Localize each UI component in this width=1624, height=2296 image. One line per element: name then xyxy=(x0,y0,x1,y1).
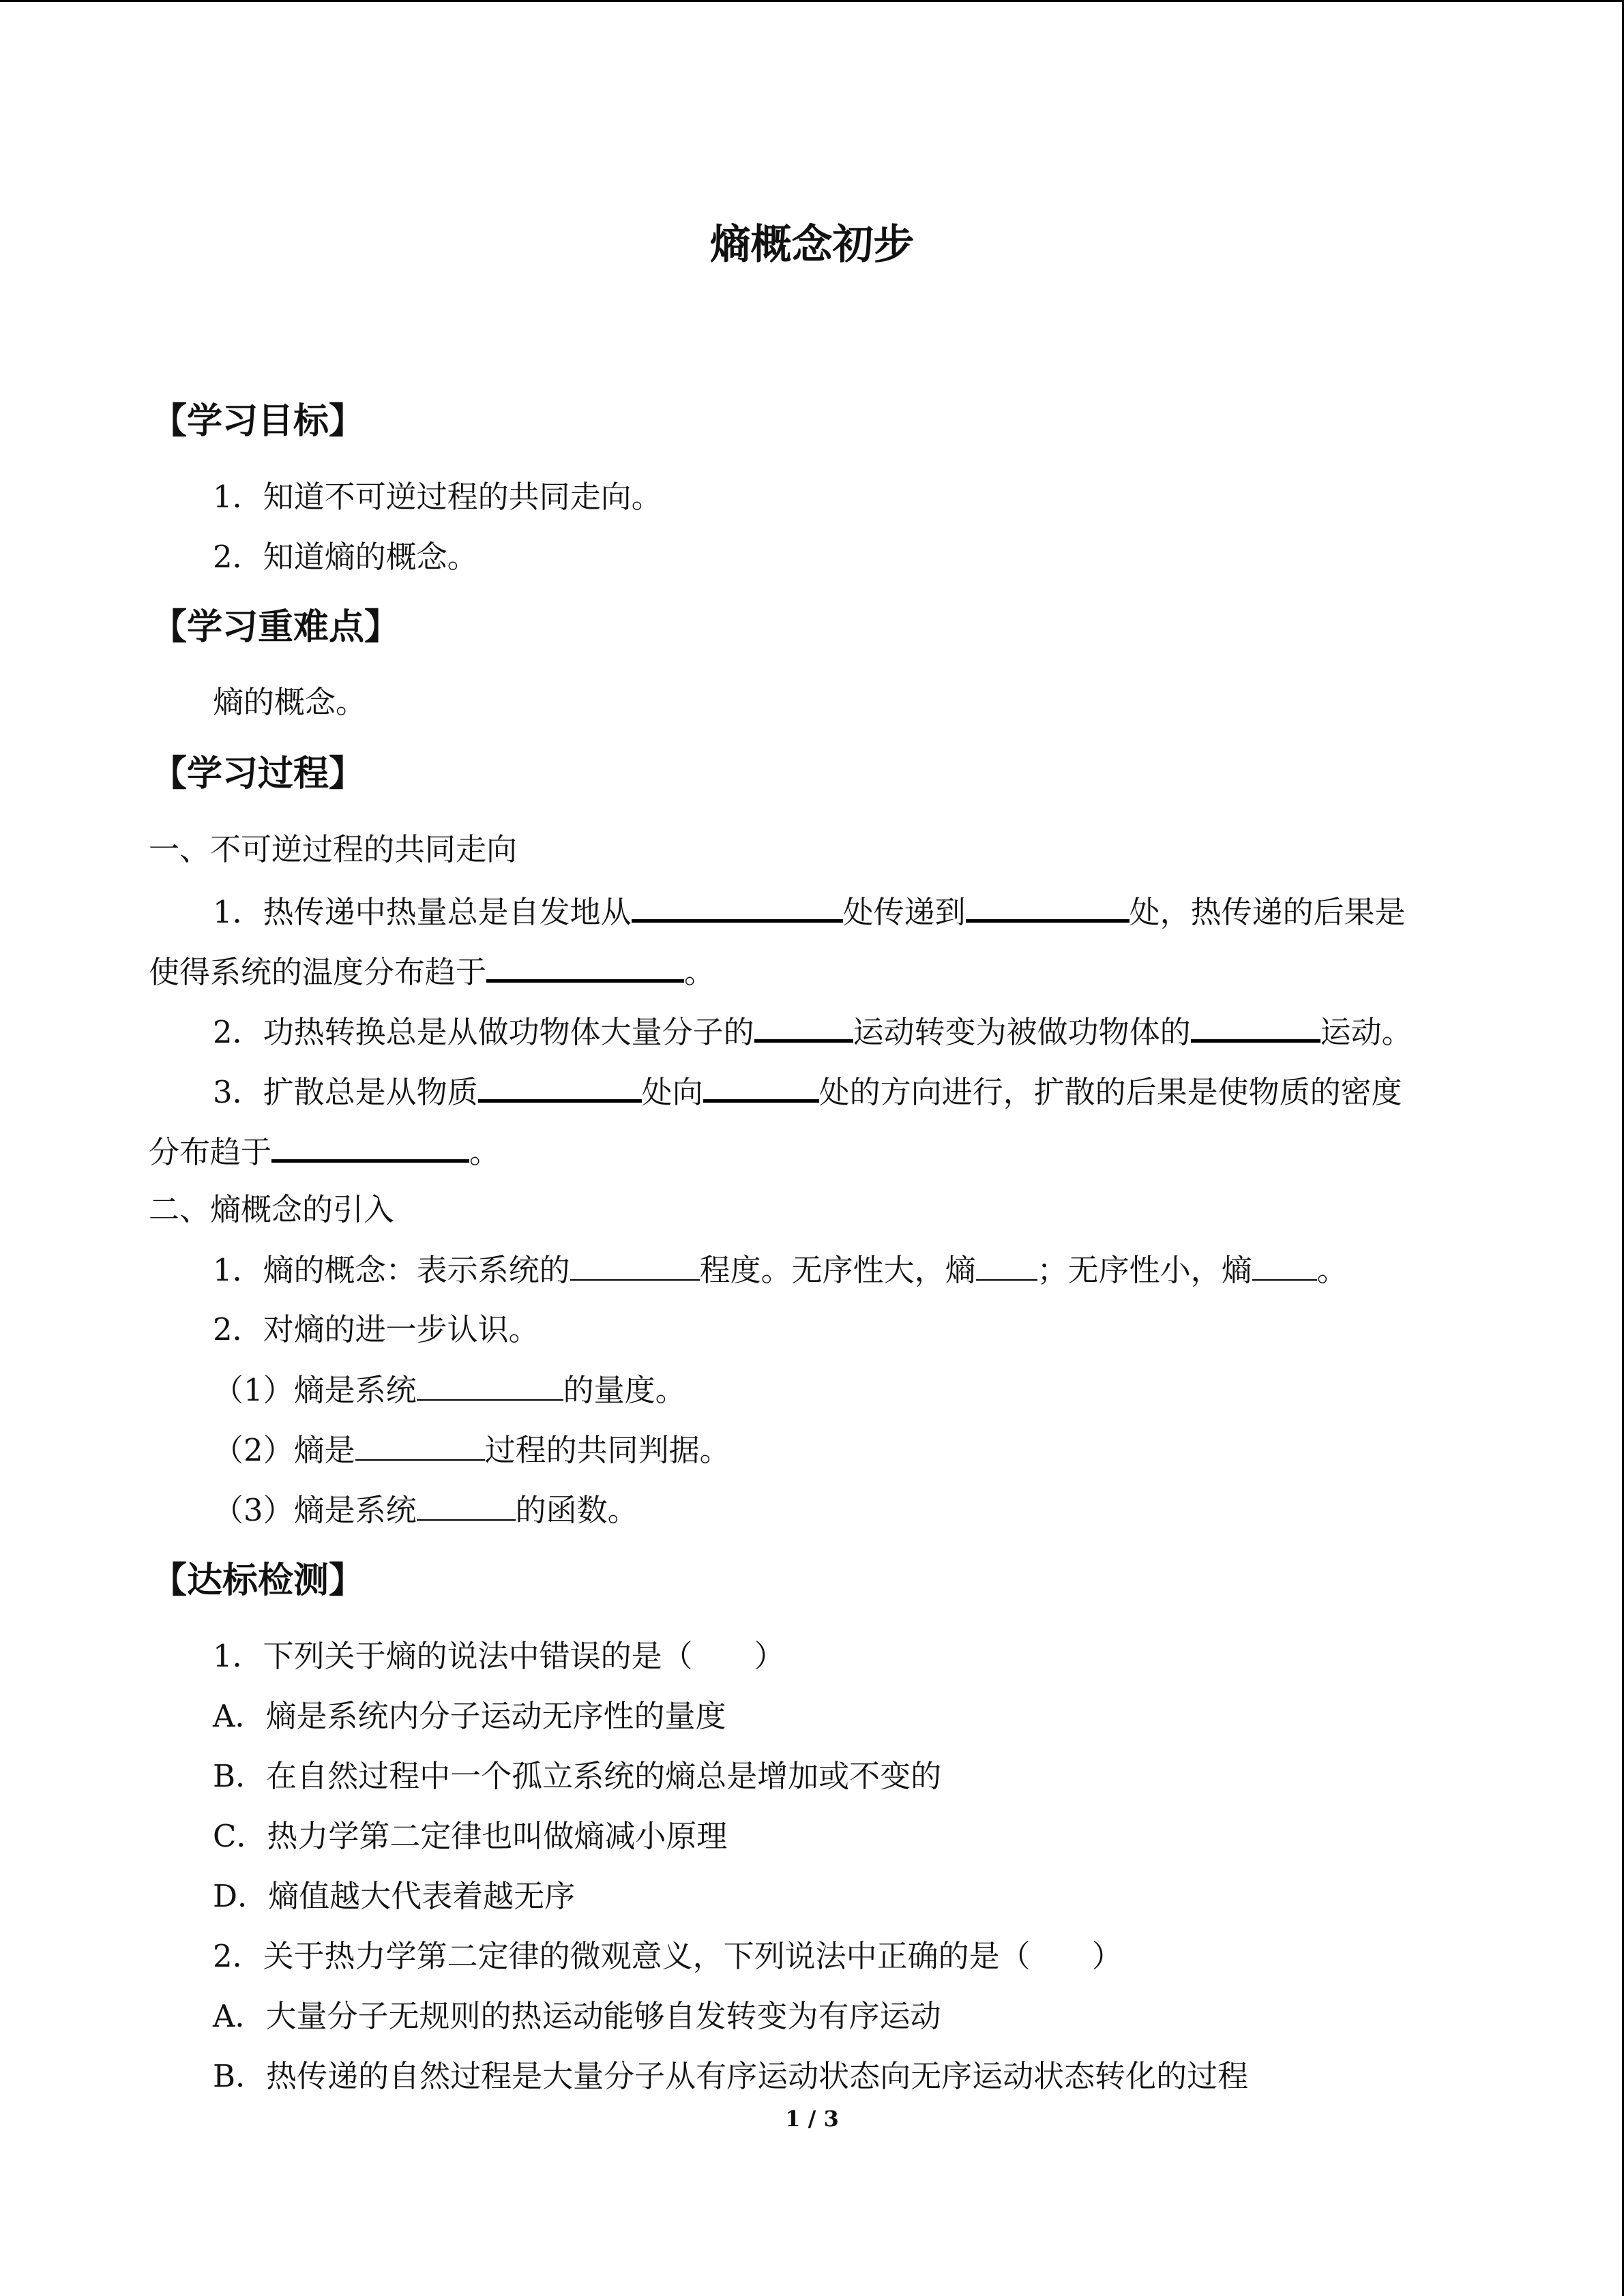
answer-option: B．在自然过程中一个孤立系统的熵总是增加或不变的 xyxy=(213,1758,942,1794)
answer-blank[interactable] xyxy=(966,889,1130,923)
answer-blank[interactable] xyxy=(570,1249,700,1281)
answer-blank[interactable] xyxy=(703,1069,819,1103)
goal-item: 2．知道熵的概念。 xyxy=(213,539,478,575)
answer-blank[interactable] xyxy=(417,1369,563,1401)
answer-option: C．热力学第二定律也叫做熵减小原理 xyxy=(213,1818,728,1854)
answer-blank[interactable] xyxy=(1252,1249,1317,1281)
fill-question-continued: 使得系统的温度分布趋于 。 xyxy=(149,949,715,993)
fill-question-continued: 分布趋于 。 xyxy=(149,1129,500,1173)
answer-blank[interactable] xyxy=(1191,1009,1320,1043)
section-heading-check: 【达标检测】 xyxy=(151,1560,365,1601)
answer-blank[interactable] xyxy=(355,1429,485,1461)
answer-option: B．热传递的自然过程是大量分子从有序运动状态向无序运动状态转化的过程 xyxy=(213,2058,1249,2094)
question-stem: 1．下列关于熵的说法中错误的是（ ） xyxy=(213,1638,785,1674)
answer-blank[interactable] xyxy=(976,1249,1037,1281)
answer-blank[interactable] xyxy=(486,949,684,983)
fill-question: （1）熵是系统 的量度。 xyxy=(213,1369,686,1411)
question-stem: 2．关于热力学第二定律的微观意义，下列说法中正确的是（ ） xyxy=(213,1938,1123,1974)
fill-question: （3）熵是系统 的函数。 xyxy=(213,1489,638,1531)
key-point-text: 熵的概念。 xyxy=(213,684,367,720)
answer-option: D．熵值越大代表着越无序 xyxy=(213,1878,576,1914)
fill-question: 2．功热转换总是从做功物体大量分子的 运动转变为被做功物体的 运动。 xyxy=(213,1009,1413,1053)
fill-question: 3．扩散总是从物质 处向 处的方向进行，扩散的后果是使物质的密度 xyxy=(213,1069,1402,1113)
answer-blank[interactable] xyxy=(478,1069,642,1103)
part-heading: 二、熵概念的引入 xyxy=(149,1191,395,1227)
section-heading-process: 【学习过程】 xyxy=(151,754,365,794)
fill-question: 1．熵的概念：表示系统的 程度。无序性大，熵 ；无序性小，熵 。 xyxy=(213,1249,1348,1291)
goal-item: 1．知道不可逆过程的共同走向。 xyxy=(213,479,662,515)
part-heading: 一、不可逆过程的共同走向 xyxy=(149,831,518,867)
section-heading-goals: 【学习目标】 xyxy=(151,401,365,442)
section-heading-key-points: 【学习重难点】 xyxy=(151,607,400,648)
answer-blank[interactable] xyxy=(417,1489,516,1521)
answer-option: A．熵是系统内分子运动无序性的量度 xyxy=(213,1698,726,1734)
page-title: 熵概念初步 xyxy=(709,221,915,269)
answer-option: A．大量分子无规则的热运动能够自发转变为有序运动 xyxy=(213,1998,941,2034)
sub-item: 2．对熵的进一步认识。 xyxy=(213,1311,540,1347)
fill-question: （2）熵是 过程的共同判据。 xyxy=(213,1429,730,1471)
answer-blank[interactable] xyxy=(754,1009,853,1043)
fill-question: 1．热传递中热量总是自发地从 处传递到 处，热传递的后果是 xyxy=(213,889,1406,933)
answer-blank[interactable] xyxy=(271,1129,469,1163)
page-number: 1 / 3 xyxy=(785,2106,839,2132)
answer-blank[interactable] xyxy=(632,889,843,923)
